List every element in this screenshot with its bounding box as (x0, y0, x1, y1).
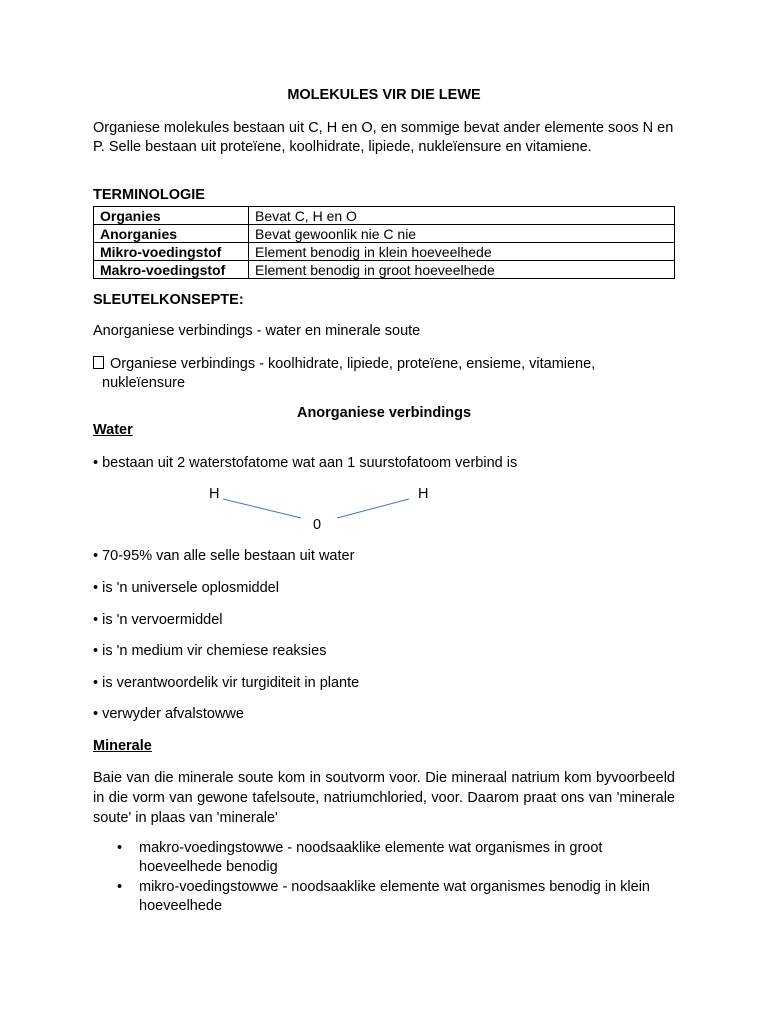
page-title: MOLEKULES VIR DIE LEWE (287, 87, 481, 103)
key-concept-bullet (93, 355, 675, 393)
water-bullet: • is verantwoordelik vir turgiditeit in plante (93, 675, 360, 691)
definition-cell: Bevat gewoonlik nie C nie (249, 225, 675, 243)
bullet-dot-icon: • (117, 840, 123, 856)
table-row (94, 261, 675, 279)
water-heading: Water (93, 422, 133, 438)
list-item (93, 878, 675, 916)
list-item-text: mikro-voedingstowwe - noodsaaklike elemente wat organismes benodig in klein hoeveelhede (139, 879, 650, 914)
definition-cell: Bevat C, H en O (249, 207, 675, 225)
water-bullet: • is 'n universele oplosmiddel (93, 580, 279, 596)
definition-cell: Element benodig in klein hoeveelhede (249, 243, 675, 261)
bond-line-right (337, 499, 409, 518)
terminologie-heading: TERMINOLOGIE (93, 187, 205, 203)
table-row (94, 207, 675, 225)
oxygen-atom: 0 (313, 517, 322, 533)
term-cell: Mikro-voedingstof (94, 243, 249, 261)
terminology-table (93, 206, 675, 279)
water-bullet: • is 'n medium vir chemiese reaksies (93, 643, 327, 659)
minerale-paragraph: Baie van die minerale soute kom in soutvorm voor. Die mineraal natrium kom byvoorbeeld in die vorm van gewone tafelsoute, natriumchloried, voor. Daarom praat ons van 'minerale soute' in plaas van 'minerale' (93, 770, 675, 826)
key-concept-text: Organiese verbindings - koolhidrate, lipiede, proteïene, ensieme, vitamiene, (110, 356, 596, 372)
definition-cell: Element benodig in groot hoeveelhede (249, 261, 675, 279)
water-bullet: • verwyder afvalstowwe (93, 706, 244, 722)
hydrogen-atom-left: H (209, 486, 220, 502)
bond-line-left (223, 499, 301, 518)
list-item (93, 839, 675, 877)
table-row (94, 243, 675, 261)
term-cell: Organies (94, 207, 249, 225)
intro-paragraph: Organiese molekules bestaan uit C, H en O, en sommige bevat ander elemente soos N en P. Selle bestaan uit proteïene, koolhidrate, lipiede, nukleïensure en vitamiene. (93, 120, 674, 155)
term-cell: Anorganies (94, 225, 249, 243)
key-concept-line: Anorganiese verbindings - water en minerale soute (93, 323, 421, 339)
water-molecule-bonds (93, 490, 675, 530)
key-concept-continuation: nukleïensure (102, 375, 186, 391)
table-row (94, 225, 675, 243)
term-cell: Makro-voedingstof (94, 261, 249, 279)
minerale-list (93, 839, 675, 917)
minerale-heading: Minerale (93, 738, 152, 754)
water-bullet: • is 'n vervoermiddel (93, 612, 223, 628)
list-item-text: makro-voedingstowwe - noodsaaklike elemente wat organismes in groot hoeveelhede benodig (139, 840, 603, 875)
checkbox-glyph-icon (93, 356, 104, 369)
section-heading: Anorganiese verbindings (296, 405, 472, 421)
water-bullet-intro: • bestaan uit 2 waterstofatome wat aan 1 suurstofatoom verbind is (93, 455, 518, 471)
water-bullet: • 70-95% van alle selle bestaan uit water (93, 548, 355, 564)
hydrogen-atom-right: H (418, 486, 429, 502)
bullet-dot-icon: • (117, 879, 123, 895)
sleutelkonsepte-heading: SLEUTELKONSEPTE: (93, 292, 244, 308)
